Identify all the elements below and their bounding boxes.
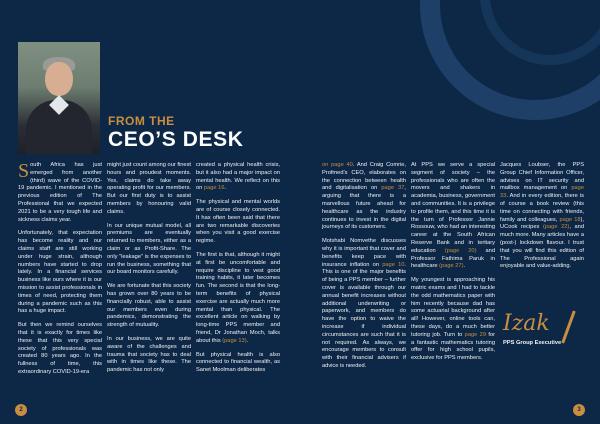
page-link[interactable]: page 33 [500,185,584,200]
portrait-head [45,62,73,96]
paragraph: might just count among our finest hours and proudest moments. Yes, claims do take away operating profit for our members. But our first duty is to assist members by honouring valid claims. [107,162,191,215]
page-title: CEO’S DESK [108,128,244,151]
text-column-5 [411,162,495,369]
signature: Izak [503,311,550,336]
paragraph [196,252,280,346]
page-link[interactable]: (page 22) [542,224,570,231]
paragraph [411,162,495,271]
page-number-left: 2 [15,404,27,416]
paragraph [411,277,495,363]
paragraph-text: My youngest is approaching his matric exams and I had to tackle the odd mathematics paper with him recently because dad has some actuarial background after all! However, online tools can, these days, do a much better tutoring job. Turn to [411,277,495,338]
paragraph-text: Jacques Loubser, the PPS Group Chief Information Officer, advises on IT security and mailbox management on [500,162,584,192]
page-link[interactable]: page 18 [559,216,581,223]
paragraph-text: Motshabi Nomvethe discusses why it is important that cover and benefits keep pace with insurance inflation on [322,238,406,268]
paragraph: We are fortunate that this society has grown over 80 years to be financially robust, able to assist our members even during pandemics, demonstrating the strength of mutuality. [107,283,191,329]
paragraph-text: . And Craig Comrie, Profmed’s CEO, elaborates on the connection between health and digitalisation on [322,162,406,192]
text-column-4 [322,162,406,377]
paragraph: Unfortunately, that expectation has become reality and our claims staff are still working under huge strain, although numbers have started to drop lately. In a financial services business like ours where it is our mission to assist professionals in times of need, protecting them during a pandemic such as this has a huge impact. [18,230,102,315]
ceo-photo [18,42,100,154]
text-column-2 [107,162,191,381]
paragraph-text: for a fantastic mathematics tutoring offer for high school pupils, exclusive for PPS members. [411,331,496,362]
paragraph-text: , arguing that there is a marvellous future ahead for healthcare as the industry continues to invest in the digital journeys of its customers. [322,185,407,231]
article-headline [108,115,244,152]
paragraph-text: created a physical health crisis, but it also had a major impact on mental health. We reflect on this on [196,162,280,192]
drop-cap: S [18,160,30,182]
paragraph-text: The first is that, although it might at first be uncomfortable and require discipline to vest good training habits, it later becomes fun. The second is that the long-term benefits of physical exercise are actually much more mental than physical. The excellent article on walking by long-time PPS member and friend, Dr Jonathan Moch, talks about this [196,251,280,344]
paragraph [322,162,406,232]
paragraph [196,162,280,193]
page-link[interactable]: page 10 [382,261,405,268]
paragraph-text: . [224,185,227,192]
paragraph-text: outh Africa has just emerged from another (third) wave of the COVID-19 pandemic. I mentioned in the previous edition of The Professional that we expected 2021 to be a very tough life and sickness claims year. [18,162,102,223]
paragraph-text: . [246,337,249,344]
headline-kicker: FROM THE [108,114,175,128]
page-link[interactable]: (page 13) [222,337,247,344]
page-link[interactable]: (page 27) [439,263,464,270]
paragraph: In our unique mutual model, all premiums are eventually returned to members, either as a claim or as Profit-Share. The only “leakage” is the expenses to run the business, something that our board monitors carefully. [107,222,191,276]
page-link[interactable]: on page 40 [322,162,353,168]
paragraph: The physical and mental worlds are of course closely connected. It has often been said that there are two remarkable discoveries when you visit a good exercise regime. [196,199,280,245]
paragraph [18,162,102,224]
text-column-1 [18,162,102,383]
paragraph [322,238,406,371]
signature-caption: PPS Group Executive [503,340,562,346]
paragraph: In our business, we are quite aware of the challenges and trauma that society has to deal with in times like these. The pandemic has not only [107,335,191,374]
paragraph: But then we remind ourselves that it is exactly for times like these that this very special society of professionals was created 80 years ago. In the fullness of time, this extraordinary COVID-19-era [18,322,102,375]
paragraph-text: At PPS we serve a special segment of society – the professionals who are often the movers and shakers in academia, business, government and communities. It is a privilege to profile them, and this time it is the turn of Professor Jannie Rossouw, who had an interesting career at the South African Reserve Bank and in tertiary education [411,162,495,254]
paragraph [500,162,584,271]
page-link[interactable]: page 29 [464,331,487,338]
paragraph-text: , and much more. Many articles have a (post-) lockdown flavour. I trust that you will find this edition of The Professional again enjoyable and value-adding. [500,224,584,270]
paragraph-text: . And in every edition, there is of course a book review (this time on connecting with friends, family and colleagues, [500,193,584,223]
text-column-6 [500,162,584,277]
paragraph-text: ), UCook recipes [500,216,585,231]
page-link[interactable]: (page 20) [444,247,477,254]
paragraph-text: . This is one of the major benefits of being a PPS member – further cover is available through our annual benefit increases without additional underwriting or paperwork, and members do have the option to waive the increase if individual circumstances are such that it is not required. As always, we encourage members to consult with their financial advisers if advice is needed. [322,261,406,369]
page-link[interactable]: page 16 [203,185,225,192]
signature-block [503,312,561,346]
page-link[interactable]: page 37 [381,185,405,192]
paragraph-text: and Professor Fathima Paruk in healthcare [411,247,495,270]
pen-icon [561,311,575,344]
paragraph: But physical health is also connected to financial wealth, as Sanet Moolman deliberates [196,351,280,374]
page-number-right: 3 [573,404,585,416]
paragraph-text: . [463,263,466,270]
text-column-3 [196,162,280,381]
